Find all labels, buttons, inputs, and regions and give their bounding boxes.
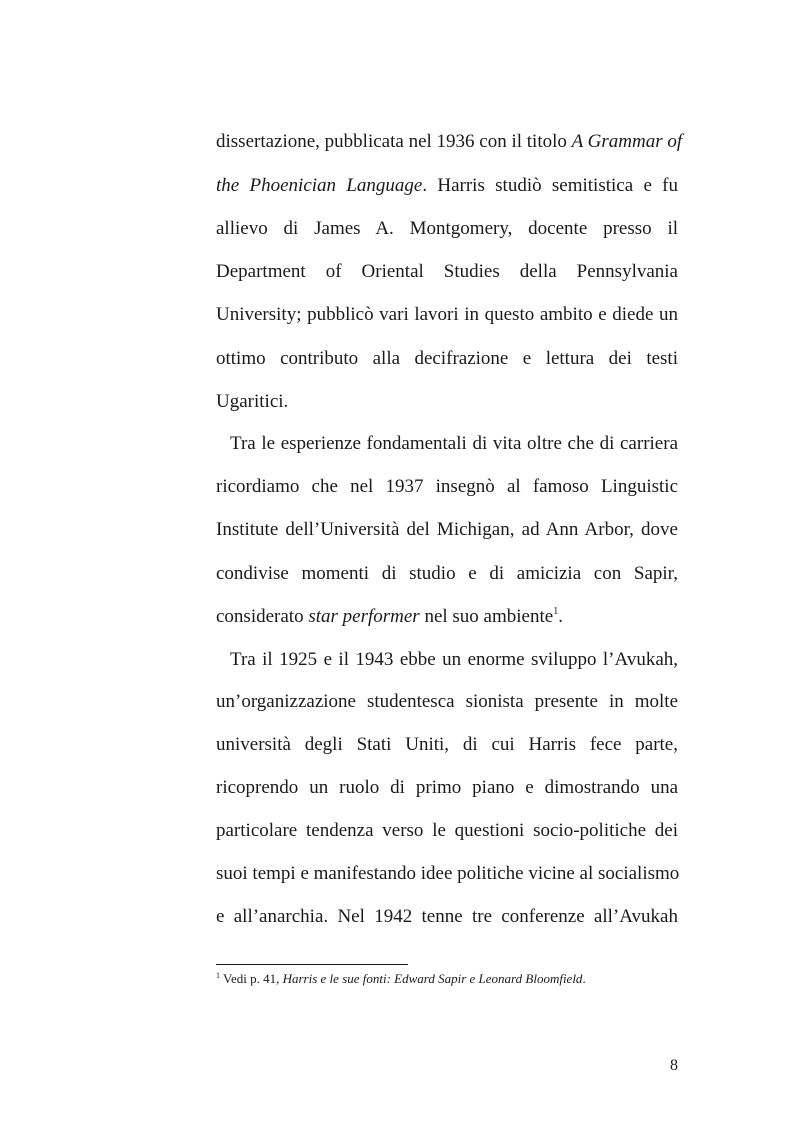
text-line: dissertazione, pubblicata nel 1936 con il titolo A Grammar of	[216, 131, 683, 152]
text-line: suoi tempi e manifestando idee politiche vicine al socialismo	[216, 863, 680, 884]
text-line: Tra le esperienze fondamentali di vita oltre che di carriera	[230, 433, 678, 454]
text-line: University; pubblicò vari lavori in questo ambito e diede un	[216, 304, 678, 325]
text-line: condivise momenti di studio e di amicizia con Sapir,	[216, 563, 678, 584]
footnote-italic-title: Harris e le sue fonti: Edward Sapir e Leonard Bloomfield	[282, 971, 583, 986]
text-line: considerato star performer nel suo ambiente$^1$.	[216, 606, 563, 627]
text-line: un’organizzazione studentesca sionista presente in molte	[216, 691, 678, 712]
text-line: ottimo contributo alla decifrazione e lettura dei testi	[216, 348, 678, 369]
footnote-reference[interactable]: 1	[553, 606, 559, 617]
text-line: università degli Stati Uniti, di cui Harris fece parte,	[216, 734, 678, 755]
book-title-italic: A Grammar of	[571, 131, 683, 152]
text-line: e all’anarchia. Nel 1942 tenne tre conferenze all’Avukah	[216, 906, 678, 927]
text-line: Institute dell’Università del Michigan, ad Ann Arbor, dove	[216, 519, 678, 540]
text-line: ricordiamo che nel 1937 insegnò al famoso Linguistic	[216, 476, 678, 497]
text-line: ricoprendo un ruolo di primo piano e dimostrando una	[216, 777, 678, 798]
text-line: Ugaritici.	[216, 391, 289, 412]
text-line: allievo di James A. Montgomery, docente presso il	[216, 218, 678, 239]
footnote-separator	[216, 964, 408, 965]
text-line: Tra il 1925 e il 1943 ebbe un enorme sviluppo l’Avukah,	[230, 649, 678, 670]
footnote: $^1$ Vedi p. 41, Harris e le sue fonti: Edward Sapir e Leonard Bloomfield.	[216, 971, 586, 986]
text-line: the Phoenician Language. Harris studiò semitistica e fu	[216, 175, 678, 196]
star-performer-italic: star performer	[308, 606, 420, 627]
footnote-marker: 1	[216, 971, 220, 980]
text-line: Department of Oriental Studies della Pennsylvania	[216, 261, 678, 282]
book-title-italic: the Phoenician Language	[216, 175, 423, 196]
page-number: 8	[670, 1057, 678, 1074]
text-line: particolare tendenza verso le questioni socio-politiche dei	[216, 820, 678, 841]
